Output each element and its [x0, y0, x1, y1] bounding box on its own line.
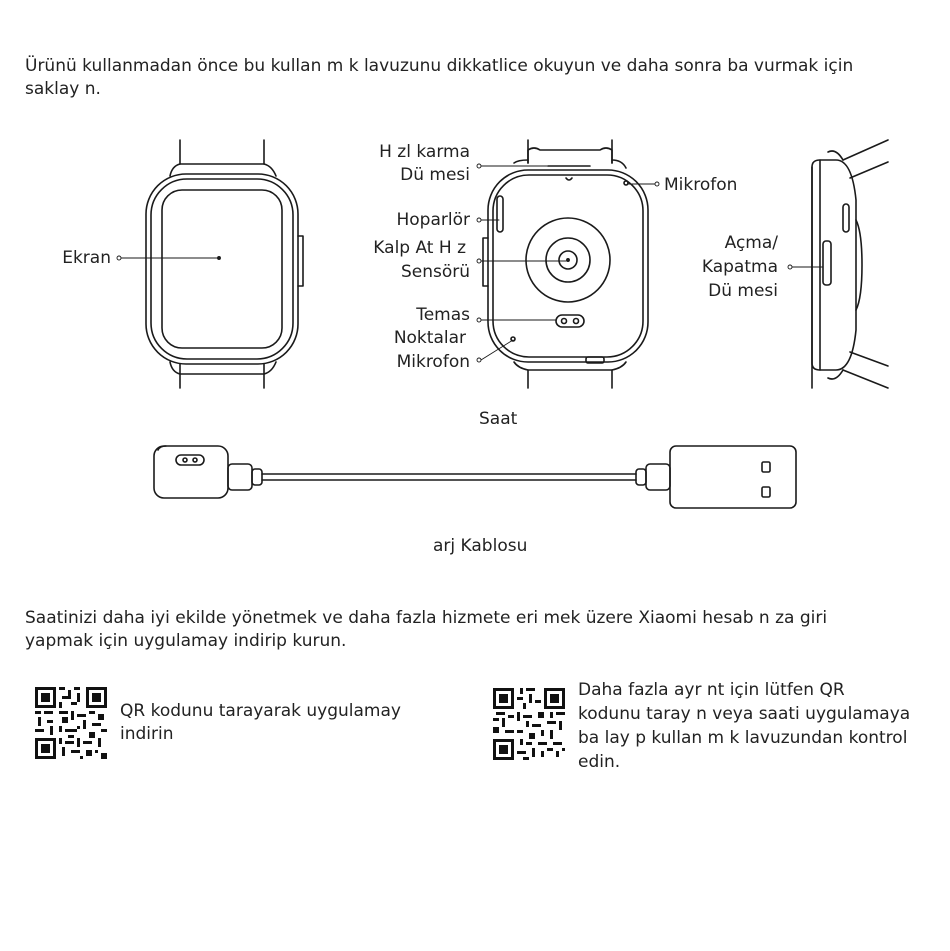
qr-pattern — [35, 687, 107, 759]
label-quick-button-line2: Dü mesi — [400, 165, 470, 185]
caption-watch: Saat — [479, 409, 518, 429]
label-contacts-line2: Noktalar — [393, 328, 466, 348]
qr-right-line-1: Daha fazla ayr nt için lütfen QR — [578, 680, 845, 700]
label-power-line2: Kapatma — [701, 257, 778, 277]
qr-left-line-2: indirin — [120, 724, 174, 744]
qr-code-app-download[interactable] — [35, 687, 107, 759]
label-quick-button-line1: H zl karma — [379, 142, 470, 162]
label-heart-rate-line2: Sensörü — [400, 262, 470, 282]
qr-right-line-2: kodunu taray n veya saati uygulamaya — [578, 704, 911, 724]
label-power-line1: Açma/ — [724, 233, 778, 253]
label-heart-rate-line1: Kalp At H z — [373, 238, 466, 258]
app-line-1: Saatinizi daha iyi ekilde yönetmek ve daha fazla hizmete eri mek üzere Xiaomi hesab n za giri — [25, 608, 828, 628]
watch-front — [146, 140, 303, 388]
app-line-2: yapmak için uygulamay indirip kurun. — [25, 631, 347, 651]
qr-pattern — [493, 688, 565, 760]
watch-side — [812, 140, 888, 388]
label-microphone-bottom: Mikrofon — [396, 352, 470, 372]
watch-back — [483, 140, 648, 388]
label-screen: Ekran — [62, 248, 111, 268]
label-microphone-top: Mikrofon — [664, 175, 738, 195]
intro-line-1: Ürünü kullanmadan önce bu kullan m k lavuzunu dikkatlice okuyun ve daha sonra ba vurmak için — [25, 56, 854, 76]
intro-line-2: saklay n. — [25, 79, 101, 99]
label-contacts-line1: Temas — [416, 305, 470, 325]
label-power-line3: Dü mesi — [708, 281, 778, 301]
qr-right-line-3: ba lay p kullan m k lavuzundan kontrol — [578, 728, 908, 748]
label-speaker: Hoparlör — [396, 210, 470, 230]
qr-right-line-4: edin. — [578, 752, 621, 772]
qr-code-user-guide[interactable] — [493, 688, 565, 760]
caption-cable: arj Kablosu — [433, 536, 528, 556]
qr-left-line-1: QR kodunu tarayarak uygulamay — [120, 701, 401, 721]
charging-cable — [154, 446, 796, 508]
